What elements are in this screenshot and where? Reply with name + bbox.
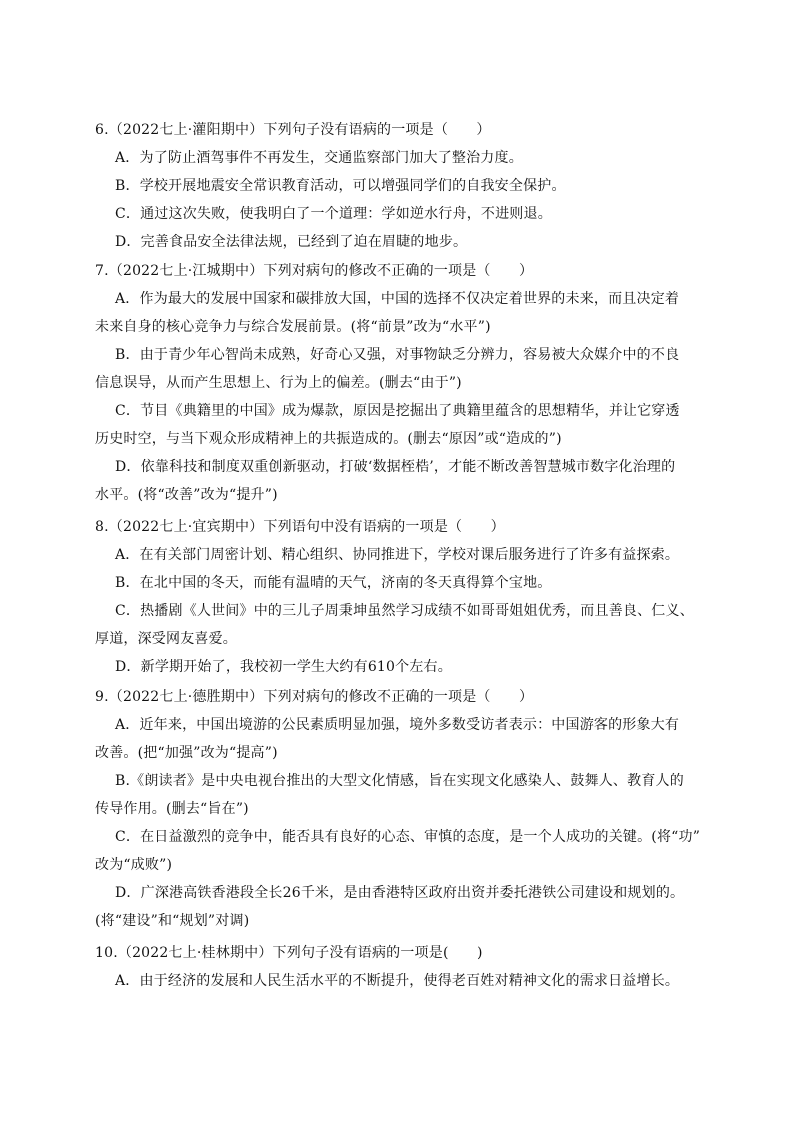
option-c-continued: 改为“成败”) — [95, 857, 173, 873]
option-a-continued: 未来自身的核心竞争力与综合发展前景。(将“前景”改为“水平”) — [95, 319, 491, 335]
option-a: A．在有关部门周密计划、精心组织、协同推进下，学校对课后服务进行了许多有益探索。 — [115, 547, 680, 563]
option-b-continued: 传导作用。(删去“旨在”) — [95, 801, 249, 817]
option-c: C．在日益激烈的竞争中，能否具有良好的心态、审慎的态度，是一个人成功的关键。(将“功” — [115, 829, 701, 845]
option-a: A．近年来，中国出境游的公民素质明显加强，境外多数受访者表示：中国游客的形象大有 — [115, 717, 680, 733]
option-c: C．热播剧《人世间》中的三儿子周秉坤虽然学习成绩不如哥哥姐姐优秀，而且善良、仁义、 — [115, 603, 694, 619]
option-b: B．学校开展地震安全常识教育活动，可以增强同学们的自我安全保护。 — [115, 178, 566, 194]
option-a: A．作为最大的发展中国家和碳排放大国，中国的选择不仅决定着世界的未来，而且决定着 — [115, 291, 680, 307]
question-stem: 10.（2022七上·桂林期中）下列句子没有语病的一项是( ) — [95, 945, 483, 961]
option-a-continued: 改善。(把“加强”改为“提高”) — [95, 745, 278, 761]
option-d: D．广深港高铁香港段全长26千米，是由香港特区政府出资并委托港铁公司建设和规划的。 — [115, 885, 685, 901]
option-d: D．依靠科技和制度双重创新驱动，打破‘数据桎梏’，才能不断改善智慧城市数字化治理的 — [115, 459, 676, 475]
question-10 — [95, 939, 710, 995]
question-stem: 9.（2022七上·德胜期中）下列对病句的修改不正确的一项是（ ） — [95, 689, 534, 705]
option-b: B．在北中国的冬天，而能有温晴的天气，济南的冬天真得算个宝地。 — [115, 575, 552, 591]
question-stem: 8.（2022七上·宜宾期中）下列语句中没有语病的一项是（ ） — [95, 519, 505, 535]
option-d: D．新学期开始了，我校初一学生大约有610个左右。 — [115, 659, 452, 675]
option-c: C．通过这次失败，使我明白了一个道理：学如逆水行舟，不进则退。 — [115, 206, 552, 222]
question-8 — [95, 513, 710, 681]
option-c-continued: 历史时空，与当下观众形成精神上的共振造成的。(删去“原因”或“造成的”) — [95, 431, 562, 447]
question-stem: 6.（2022七上·灌阳期中）下列句子没有语病的一项是（ ） — [95, 122, 491, 138]
option-b-continued: 信息误导，从而产生思想上、行为上的偏差。(删去“由于”) — [95, 375, 462, 391]
option-d-continued: 水平。(将“改善”改为“提升”) — [95, 487, 278, 503]
option-c-continued: 厚道，深受网友喜爱。 — [95, 631, 237, 647]
option-a: A．由于经济的发展和人民生活水平的不断提升，使得老百姓对精神文化的需求日益增长。 — [115, 973, 680, 989]
option-b: B.《朗读者》是中央电视台推出的大型文化情感，旨在实现文化感染人、鼓舞人、教育人的 — [115, 773, 684, 789]
question-stem: 7.（2022七上·江城期中）下列对病句的修改不正确的一项是（ ） — [95, 263, 534, 279]
question-9 — [95, 683, 710, 935]
option-d: D．完善食品安全法律法规，已经到了迫在眉睫的地步。 — [115, 234, 468, 250]
question-7 — [95, 257, 710, 509]
option-d-continued: (将“建设”和“规划”对调) — [95, 913, 250, 929]
option-b: B．由于青少年心智尚未成熟，好奇心又强，对事物缺乏分辨力，容易被大众媒介中的不良 — [115, 347, 680, 363]
question-6 — [95, 116, 710, 256]
option-c: C．节目《典籍里的中国》成为爆款，原因是挖掘出了典籍里蕴含的思想精华，并让它穿透 — [115, 403, 680, 419]
option-a: A．为了防止酒驾事件不再发生，交通监察部门加大了整治力度。 — [115, 150, 523, 166]
